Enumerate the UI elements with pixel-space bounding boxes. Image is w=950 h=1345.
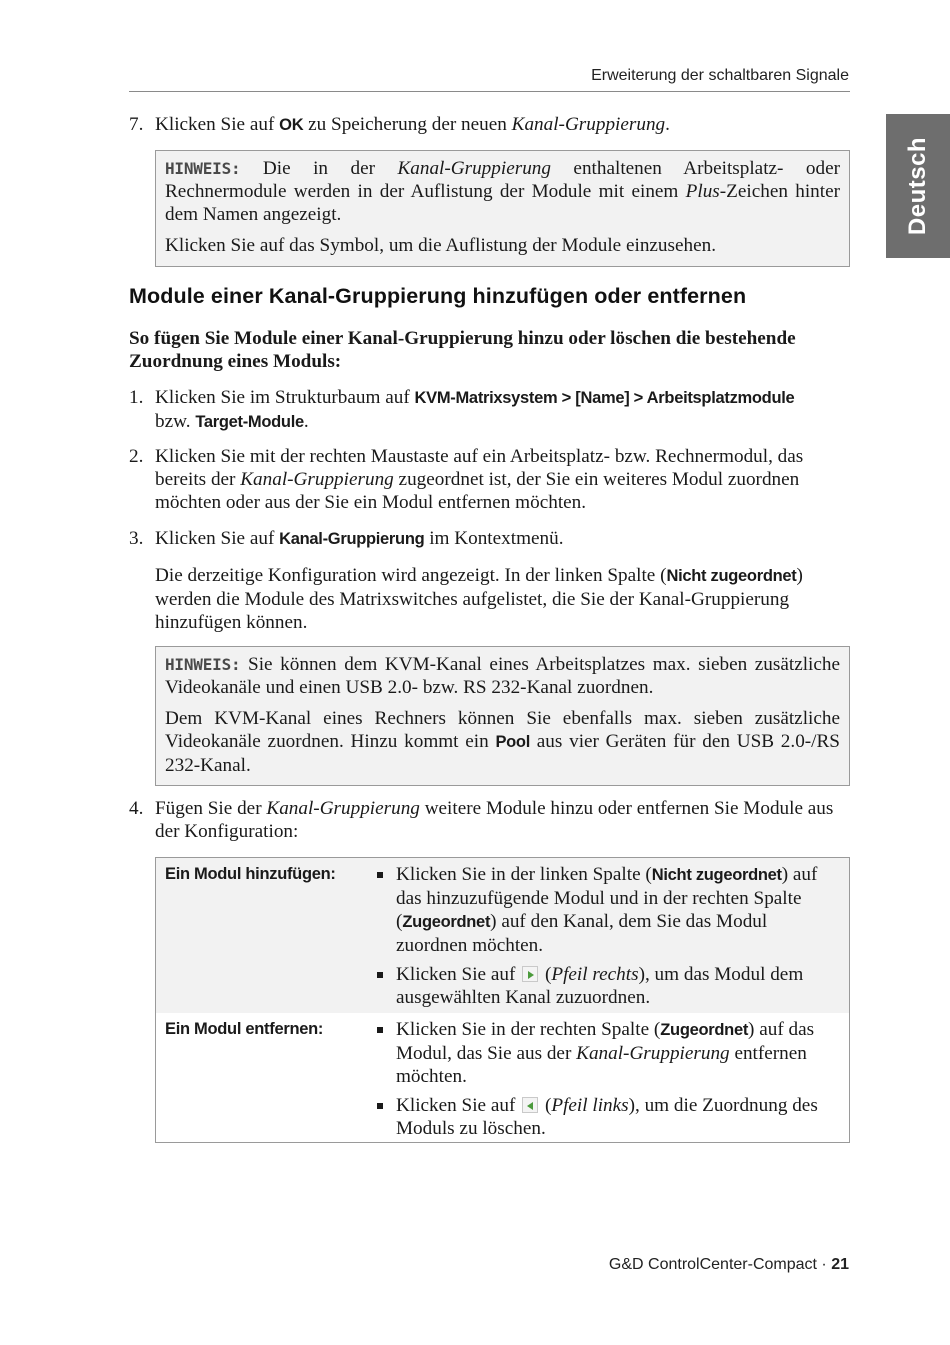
step-text: Klicken Sie mit der rechten Maustaste auf ein Arbeitsplatz- bzw. Rechnermodul, das bereits der Kanal-Gruppierung zugeordnet ist, der Sie ein weiteres Modul zuordnen möchten oder aus der Sie ein Modul entfernen möchten. bbox=[155, 446, 804, 513]
context-menu-ref: Kanal-Gruppierung bbox=[279, 530, 425, 548]
note-paragraph: HINWEIS: Sie können dem KVM-Kanal eines Arbeitsplatzes max. sieben zusätzliche Videokanäle und einen USB 2.0- bzw. RS 232-Kanal zuordnen. bbox=[165, 654, 840, 698]
step-text: Klicken Sie im Strukturbaum auf KVM-Matrixsystem > [Name] > Arbeitsplatzmodule bzw. Target-Module. bbox=[155, 387, 795, 432]
note-label: HINWEIS: bbox=[165, 159, 241, 178]
bullet-icon bbox=[377, 872, 383, 878]
bullet-icon bbox=[377, 1103, 383, 1109]
list-item: Klicken Sie auf (Pfeil rechts), um das Modul dem ausgewählten Kanal zuzuordnen. bbox=[367, 963, 837, 1009]
operations-table bbox=[155, 857, 850, 1143]
sub-heading: So fügen Sie Module einer Kanal-Gruppierung hinzu oder löschen die bestehende Zuordnung eines Moduls: bbox=[129, 328, 796, 372]
section-heading: Module einer Kanal-Gruppierung hinzufügen oder entfernen bbox=[129, 284, 747, 308]
note-paragraph: Dem KVM-Kanal eines Rechners können Sie ebenfalls max. sieben zusätzliche Videokanäle zuordnen. Hinzu kommt ein Pool aus vier Geräten für den USB 2.0-/RS 232-Kanal. bbox=[165, 708, 840, 776]
row-label: Ein Modul hinzufügen: bbox=[165, 865, 336, 883]
step-number: 4. bbox=[129, 798, 144, 819]
column-ref: Nicht zugeordnet bbox=[666, 567, 797, 585]
page-footer: G&D ControlCenter-Compact · 21 bbox=[608, 1256, 849, 1273]
bullet-icon bbox=[377, 1027, 383, 1033]
pool-ref: Pool bbox=[495, 733, 531, 751]
note-paragraph: HINWEIS: Die in der Kanal-Gruppierung enthaltenen Arbeitsplatz- oder Rechnermodule werden in der Auflistung der Module mit einem Plus-Zeichen hinter dem Namen angezeigt. bbox=[165, 158, 841, 225]
running-header: Erweiterung der schaltbaren Signale bbox=[591, 67, 849, 84]
list-item: Klicken Sie in der linken Spalte (Nicht zugeordnet) auf das hinzuzufügende Modul und in der rechten Spalte (Zugeordnet) auf den Kanal, dem Sie das Modul zuordnen möchten. bbox=[367, 863, 837, 957]
instruction-list bbox=[367, 1013, 849, 1142]
list-item: Klicken Sie in der rechten Spalte (Zugeordnet) auf das Modul, das Sie aus der Kanal-Gruppierung entfernen möchten. bbox=[367, 1018, 837, 1088]
header-rule bbox=[129, 91, 850, 92]
note-box-1 bbox=[155, 150, 850, 267]
step-text: Fügen Sie der Kanal-Gruppierung weitere Module hinzu oder entfernen Sie Module aus der Konfiguration: bbox=[155, 798, 834, 842]
instruction-list bbox=[367, 858, 849, 1013]
tree-path: KVM-Matrixsystem > [Name] > Arbeitsplatzmodule bbox=[414, 389, 795, 407]
arrow-left-icon bbox=[522, 1097, 538, 1113]
step-number: 3. bbox=[129, 528, 144, 549]
tree-node-ref: Target-Module bbox=[195, 413, 304, 431]
table-row-add bbox=[156, 858, 849, 1013]
step-number: 7. bbox=[129, 114, 144, 135]
step-3-description: Die derzeitige Konfiguration wird angezeigt. In der linken Spalte (Nicht zugeordnet) werden die Module des Matrixswitches aufgelistet, die Sie der Kanal-Gruppierung hinzufügen können. bbox=[155, 565, 803, 633]
note-paragraph: Klicken Sie auf das Symbol, um die Auflistung der Module einzusehen. bbox=[165, 235, 717, 256]
list-item: Klicken Sie auf (Pfeil links), um die Zuordnung des Moduls zu löschen. bbox=[367, 1094, 837, 1140]
step-text: Klicken Sie auf OK zu Speicherung der neuen Kanal-Gruppierung. bbox=[155, 114, 670, 135]
step-number: 1. bbox=[129, 387, 144, 408]
arrow-right-icon bbox=[522, 966, 538, 982]
bullet-icon bbox=[377, 972, 383, 978]
language-tab-label: Deutsch bbox=[904, 136, 931, 236]
page-number: 21 bbox=[831, 1256, 849, 1273]
step-text: Klicken Sie auf Kanal-Gruppierung im Kontextmenü. bbox=[155, 528, 564, 549]
language-tab bbox=[886, 114, 950, 258]
note-box-2 bbox=[155, 646, 850, 786]
table-row-remove bbox=[156, 1013, 849, 1142]
row-label: Ein Modul entfernen: bbox=[165, 1020, 324, 1038]
ok-button-ref: OK bbox=[279, 116, 304, 134]
note-label: HINWEIS: bbox=[165, 655, 241, 674]
step-number: 2. bbox=[129, 446, 144, 467]
